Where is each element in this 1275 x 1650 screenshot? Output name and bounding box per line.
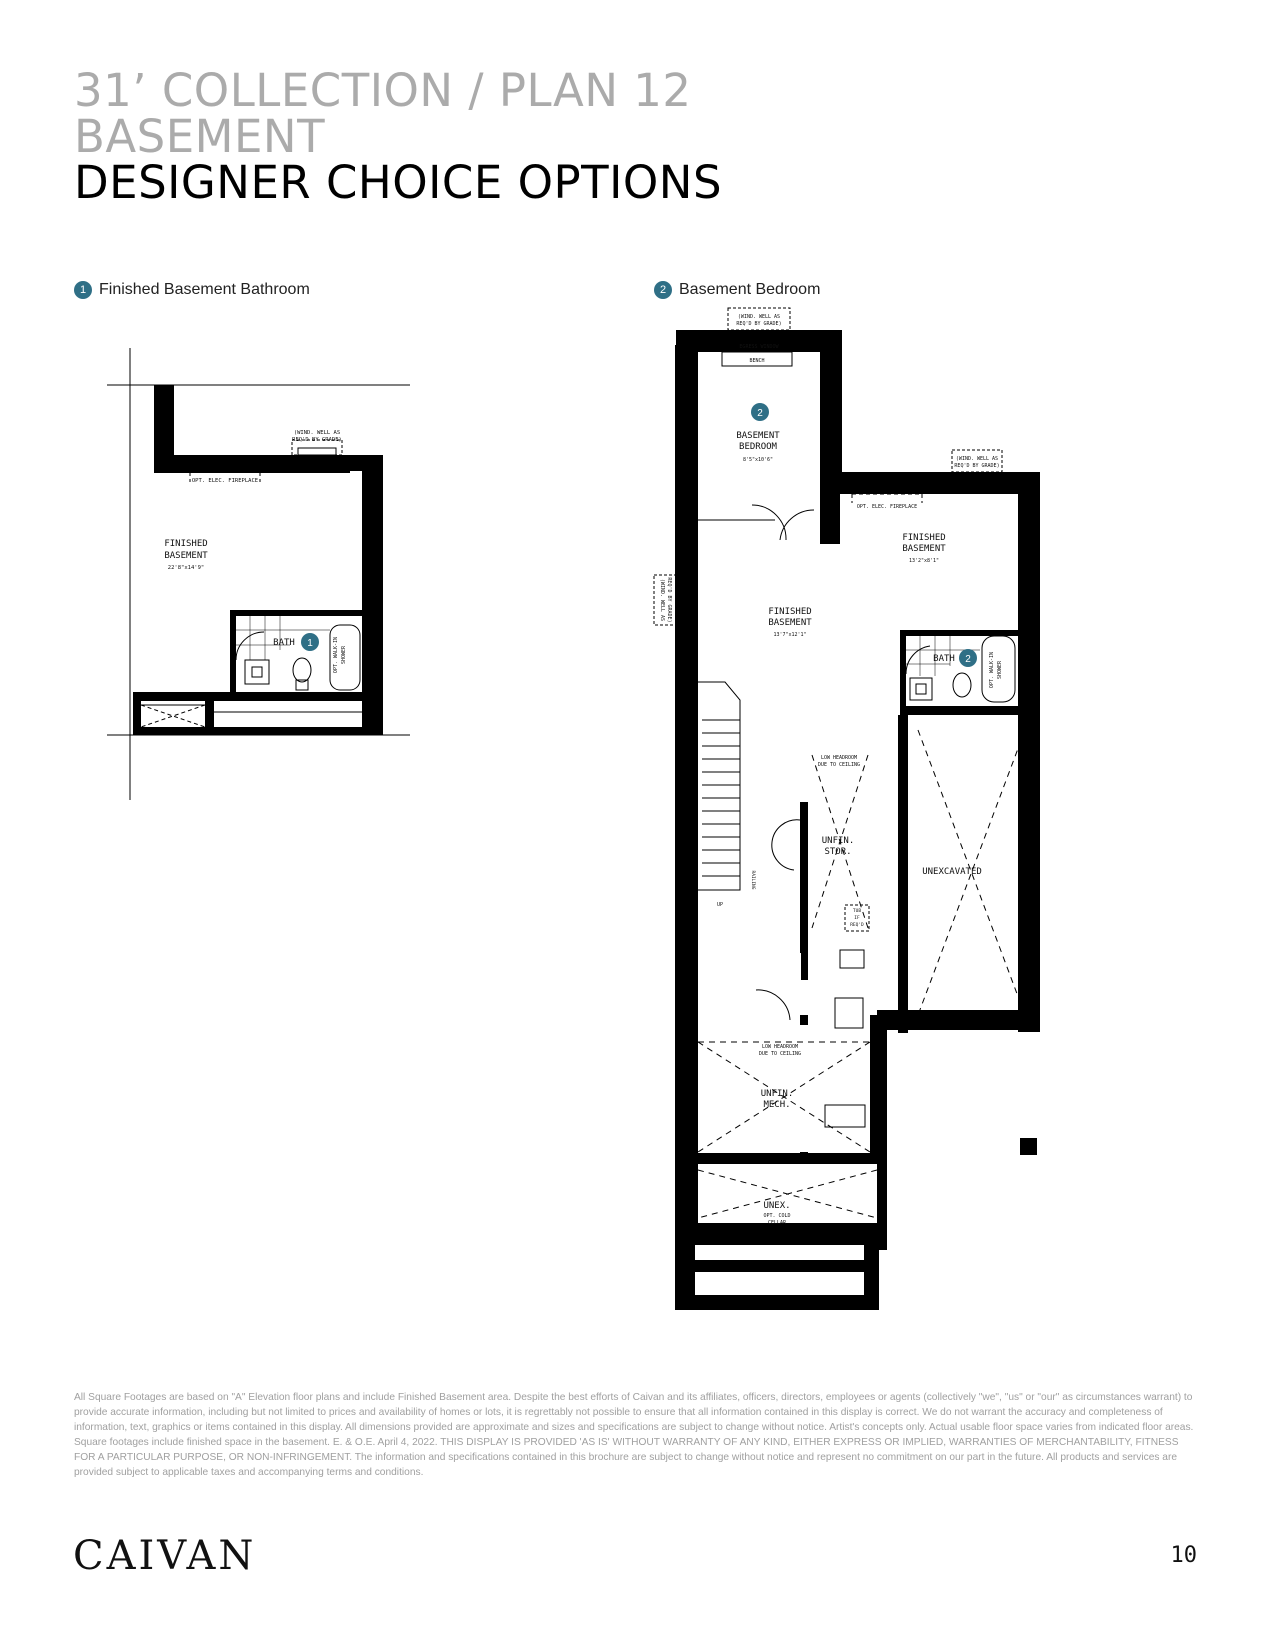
- plan2-unex-label: OPT. COLD: [763, 1213, 791, 1219]
- plan2-finished-a-name: FINISHED: [902, 533, 946, 543]
- plan2-unex-label: CELLAR: [767, 1220, 787, 1226]
- caivan-logo: CAIVAN: [73, 1533, 257, 1579]
- plan1-bath-label: BATH: [273, 638, 295, 648]
- plan2-wind-well-side-label: (WIND. WELL AS: [659, 578, 665, 622]
- plan2-bath-label: BATH: [933, 654, 955, 664]
- page-title: DESIGNER CHOICE OPTIONS: [74, 156, 723, 209]
- plan2-finished-b-name: FINISHED: [768, 607, 812, 617]
- plan2-unfin-stor-label: UNFIN.: [821, 836, 855, 846]
- option-2-bedroom-marker-number: 2: [757, 408, 763, 419]
- plan2-unex-label: UNEX.: [763, 1201, 791, 1211]
- plan1-wind-well-label: (WIND. WELL AS: [293, 430, 341, 436]
- plan2-unfin-mech-label: UNFIN.: [760, 1089, 794, 1099]
- plan2-shower-label: OPT. WALK-IN: [989, 651, 995, 689]
- plan2-wind-well-label: REQ'D BY GRADE): [736, 321, 782, 327]
- plan1-wind-well-label: REQ'D BY GRADE): [292, 437, 342, 443]
- plan2-finished-a-name: BASEMENT: [902, 544, 946, 554]
- option-number-badge: 2: [654, 281, 672, 299]
- collection-plan-title: 31’ COLLECTION / PLAN 12: [74, 64, 692, 117]
- plan2-unexcavated-label: UNEXCAVATED: [922, 867, 982, 877]
- option-number-badge: 1: [74, 281, 92, 299]
- plan1-room-name: FINISHED: [164, 539, 208, 549]
- option-1-marker-number: 1: [307, 638, 313, 649]
- plan2-wind-well-label: (WIND. WELL AS: [737, 314, 781, 320]
- plan2-unfin-mech-label: MECH.: [763, 1100, 791, 1110]
- plan1-shower-label: SHOWER: [341, 645, 347, 665]
- plan2-shower-label: SHOWER: [997, 660, 1003, 680]
- plan1-room-dimensions: 22'8"x14'9": [167, 565, 205, 571]
- plan2-low-headroom-label: DUE TO CEILING: [817, 762, 861, 768]
- plan1-fireplace-label: OPT. ELEC. FIREPLACE: [191, 478, 259, 484]
- plan2-tub-label: REQ'D: [850, 923, 864, 928]
- plan2-tub-label: IF: [854, 916, 860, 921]
- plan2-fireplace-label: OPT. ELEC. FIREPLACE: [856, 504, 918, 510]
- plan2-low-headroom-label: LOW HEADROOM: [820, 755, 858, 761]
- plan2-bedroom-name: BEDROOM: [739, 442, 777, 452]
- floor-plan-bathroom-option: [0, 0, 640, 820]
- plan2-low-headroom-b-label: DUE TO CEILING: [758, 1051, 802, 1057]
- plan2-bedroom-name: BASEMENT: [736, 431, 780, 441]
- plan1-room-name: BASEMENT: [164, 551, 208, 561]
- option-label: Basement Bedroom: [679, 281, 821, 298]
- plan1-shower-label: OPT. WALK-IN: [333, 636, 339, 674]
- plan2-low-headroom-b-label: LOW HEADROOM: [761, 1044, 799, 1050]
- plan2-finished-b-name: BASEMENT: [768, 618, 812, 628]
- plan2-wind-well-label: REQ'D BY GRADE): [954, 463, 1000, 469]
- legal-disclaimer: All Square Footages are based on "A" Elevation floor plans and include Finished Basement area. Despite the best efforts of Caivan and its affiliates, officers, directors, employees or agents (collectively "we", "us" or "our" as circumstances warrant) to provide accurate information, including but not limited to prices and availability of homes or lots, it is regrettably not possible to ensure that all information contained in this display is correct. We do not warrant the accuracy and completeness of information, text, graphics or items contained in this display. All dimensions provided are approximate and sizes and specifications are subject to change without notice. Artist's concepts only. Actual usable floor space varies from indicated floor areas. Square footages include finished space in the basement. E. & O.E. April 4, 2022. THIS DISPLAY IS PROVIDED 'AS IS' WITHOUT WARRANTY OF ANY KIND, EITHER EXPRESS OR IMPLIED, WARRANTIES OF MERCHANTABILITY, FITNESS FOR A PARTICULAR PURPOSE, OR NON-INFRINGEMENT. The information and specifications contained in this brochure are subject to change without notice and represent no commitment on our part in the future. All products and services are provided subject to applicable taxes and accompanying terms and conditions.: [74, 1392, 1194, 1478]
- page-number: 10: [1170, 1543, 1197, 1568]
- level-title: BASEMENT: [74, 110, 326, 163]
- option-label: Finished Basement Bathroom: [99, 281, 310, 298]
- plan2-up-label: UP: [716, 902, 724, 908]
- plan2-wind-well-label: (WIND. WELL AS: [955, 456, 999, 462]
- floor-plan-bedroom-option: [640, 300, 1100, 1330]
- plan2-wind-well-side-label: REQ'D BY GRADE): [666, 577, 672, 623]
- plan2-unfin-stor-label: STOR.: [824, 847, 852, 857]
- plan2-finished-a-dimensions: 13'2"x8'1": [908, 558, 940, 564]
- plan2-egress-label: EGRESS WINDOW: [739, 344, 779, 350]
- plan2-railing-label: RAILING: [750, 870, 755, 890]
- plan2-finished-b-dimensions: 13'7"x12'1": [773, 632, 807, 638]
- plan2-tub-label: TUB: [852, 909, 862, 914]
- option-2-bath-marker-number: 2: [965, 654, 971, 665]
- plan2-bench-label: BENCH: [749, 358, 765, 364]
- plan2-bedroom-dimensions: 8'5"x10'6": [742, 457, 774, 463]
- option-2-heading: [654, 280, 820, 300]
